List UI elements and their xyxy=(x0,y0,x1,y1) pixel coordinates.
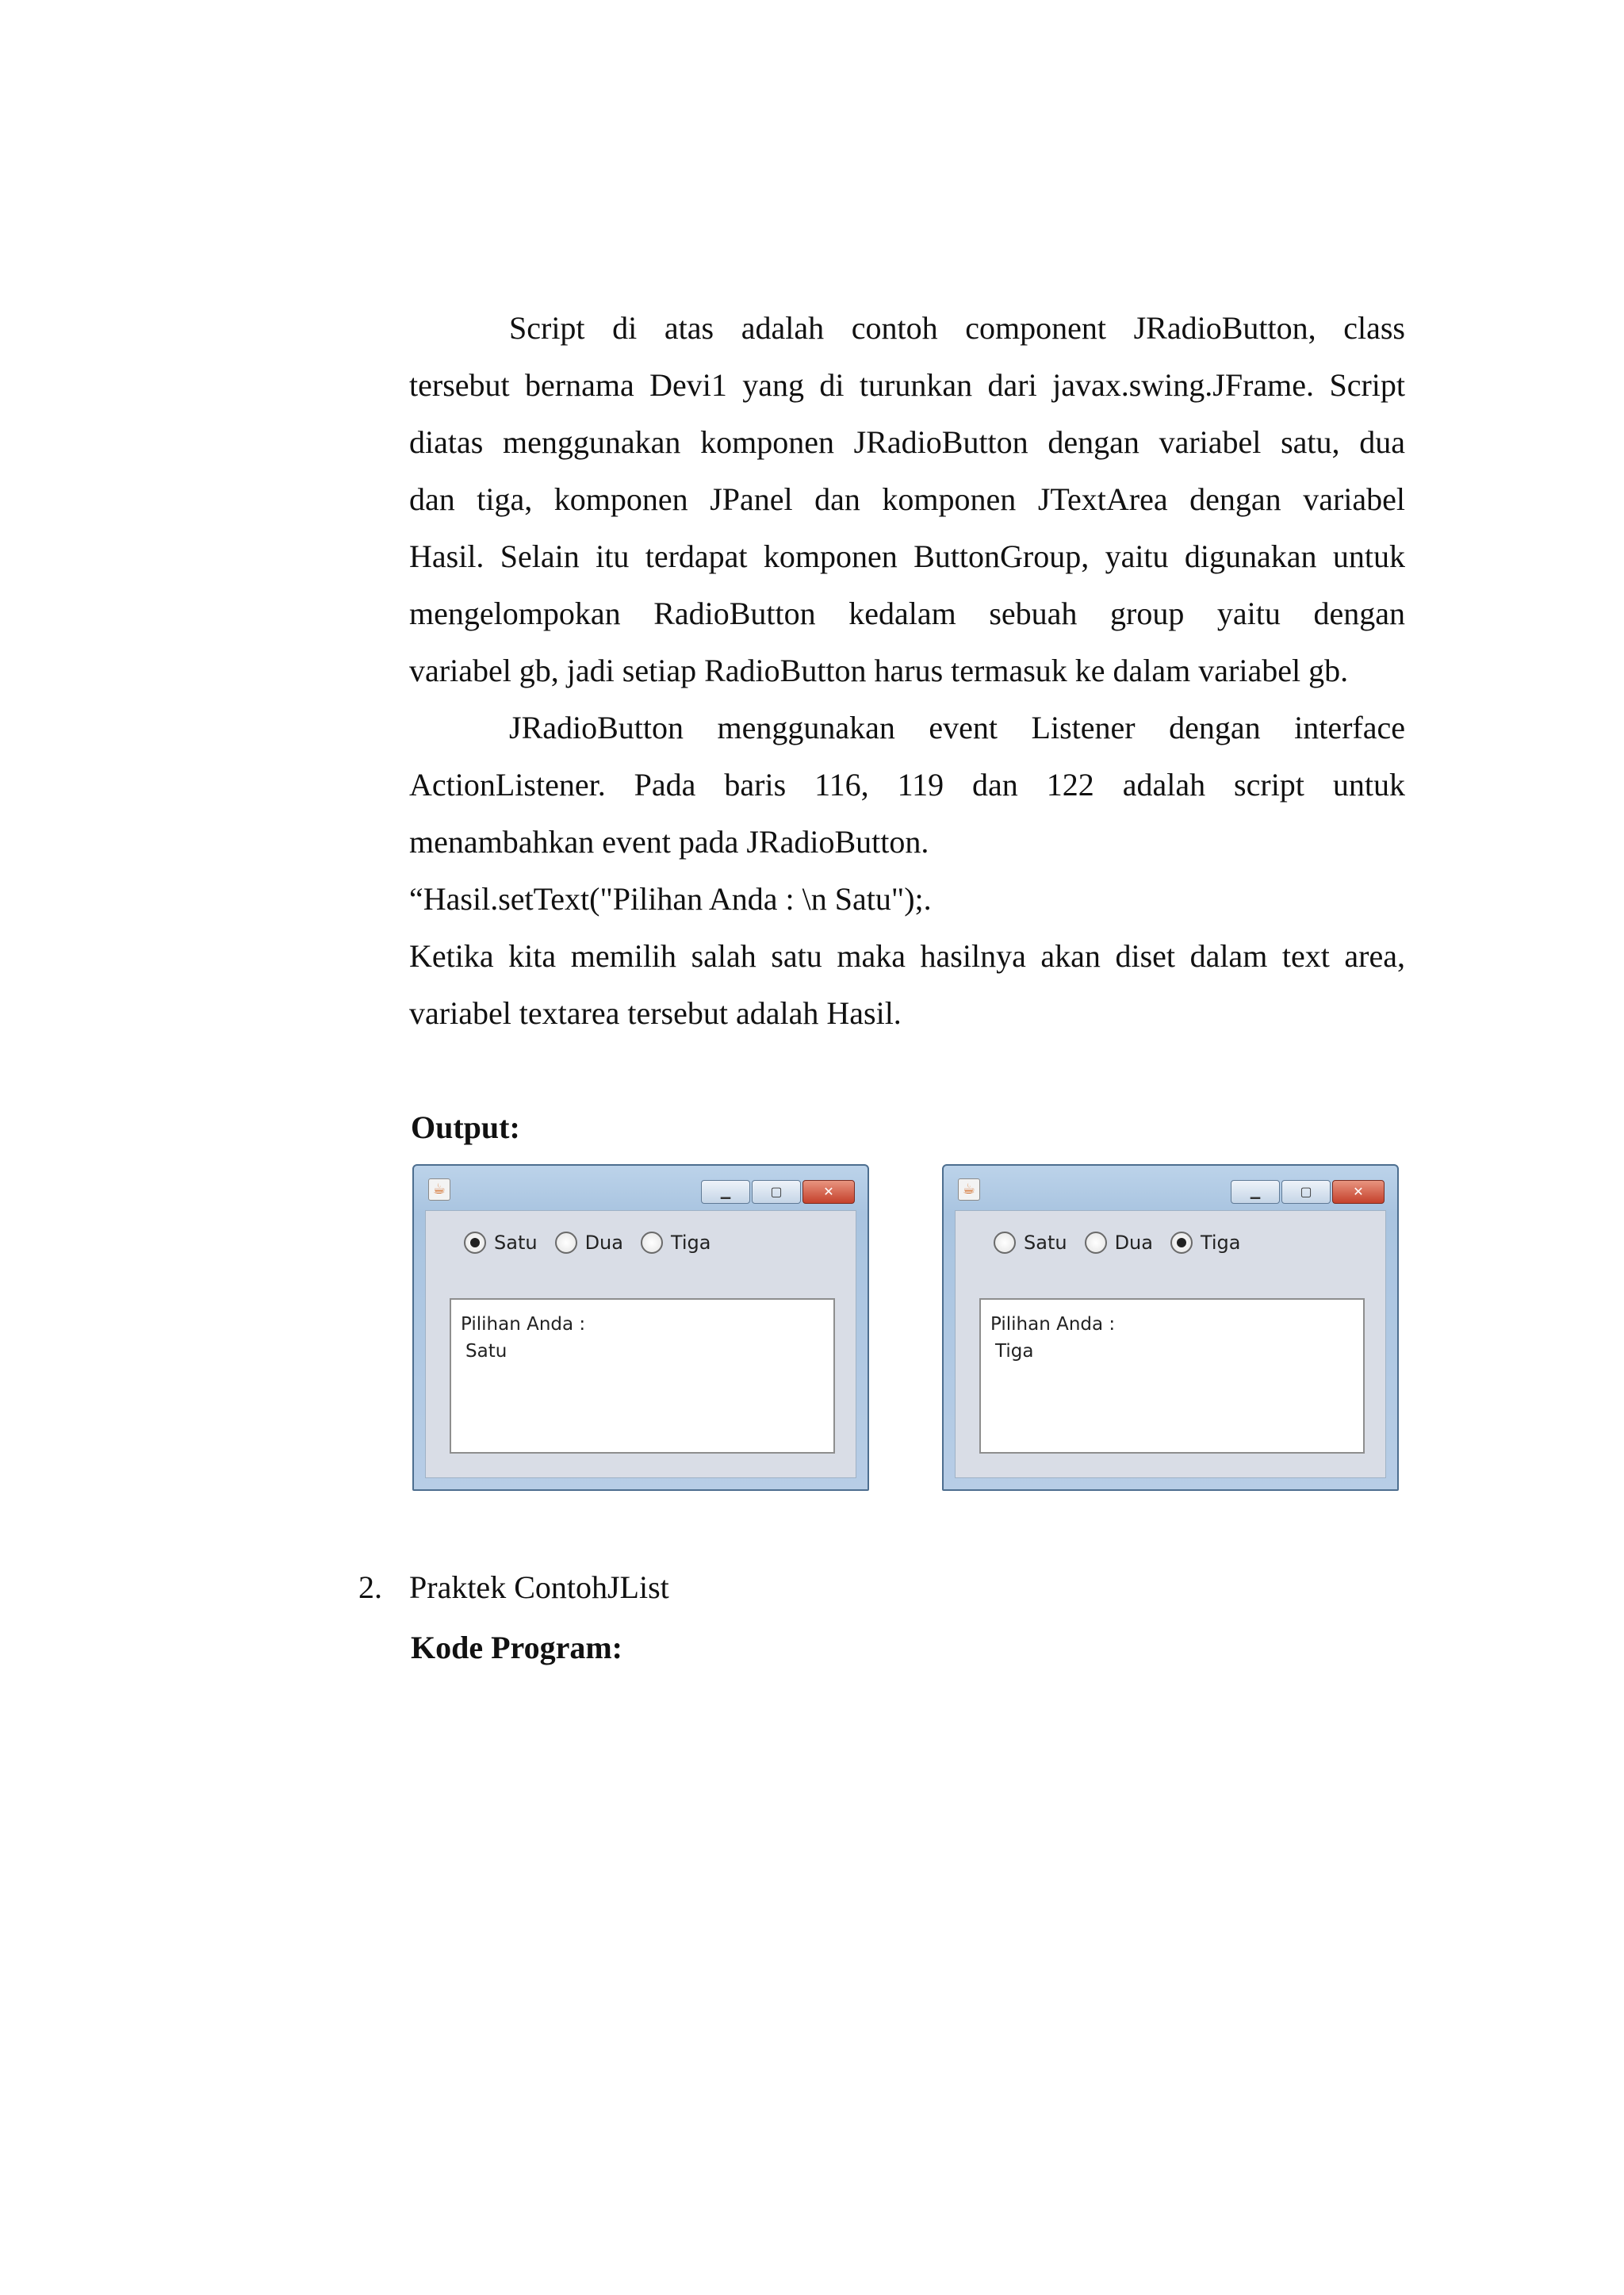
radio-unselected-icon[interactable] xyxy=(555,1232,577,1254)
radio-label: Dua xyxy=(584,1232,623,1254)
radio-tiga[interactable] xyxy=(641,1232,711,1254)
radio-selected-icon[interactable] xyxy=(464,1232,486,1254)
close-button[interactable]: ✕ xyxy=(1332,1180,1385,1204)
minimize-button[interactable]: ▁ xyxy=(701,1180,750,1204)
paragraph-line: tersebut bernama Devi1 yang di turunkan dari javax.swing.JFrame. Script xyxy=(409,367,1405,403)
radio-unselected-icon[interactable] xyxy=(994,1232,1016,1254)
paragraph-line: variabel gb, jadi setiap RadioButton harus termasuk ke dalam variabel gb. xyxy=(409,653,1349,688)
radio-selected-icon[interactable] xyxy=(1170,1232,1193,1254)
java-app-icon[interactable]: ☕ xyxy=(958,1178,980,1201)
textarea-line-1: Pilihan Anda : xyxy=(990,1314,1116,1335)
result-textarea[interactable] xyxy=(450,1298,835,1454)
maximize-button[interactable]: ▢ xyxy=(752,1180,801,1204)
radio-unselected-icon[interactable] xyxy=(641,1232,663,1254)
paragraph-line: ActionListener. Pada baris 116, 119 dan 122 adalah script untuk xyxy=(409,767,1405,803)
radio-dua[interactable] xyxy=(555,1232,623,1254)
java-window-satu xyxy=(412,1164,869,1491)
window-titlebar[interactable] xyxy=(414,1166,868,1201)
maximize-button[interactable]: ▢ xyxy=(1281,1180,1331,1204)
paragraph-line: diatas menggunakan komponen JRadioButton dengan variabel satu, dua xyxy=(409,424,1405,460)
window-controls xyxy=(699,1180,855,1204)
java-window-tiga xyxy=(942,1164,1399,1491)
paragraph-3 xyxy=(409,928,1405,1042)
radio-group xyxy=(464,1232,729,1254)
close-button[interactable]: ✕ xyxy=(802,1180,855,1204)
list-item-title: Praktek ContohJList xyxy=(409,1569,669,1605)
result-textarea[interactable] xyxy=(979,1298,1365,1454)
paragraph-line: mengelompokan RadioButton kedalam sebuah group yaitu dengan xyxy=(409,596,1405,631)
paragraph-line: JRadioButton menggunakan event Listener dengan interface xyxy=(509,710,1405,745)
list-item-number: 2. xyxy=(358,1569,382,1605)
radio-dua[interactable] xyxy=(1085,1232,1153,1254)
radio-label: Satu xyxy=(494,1232,538,1254)
window-controls xyxy=(1229,1180,1385,1204)
radio-tiga[interactable] xyxy=(1170,1232,1241,1254)
radio-group xyxy=(994,1232,1258,1254)
paragraph-2 xyxy=(409,699,1405,871)
paragraph-1 xyxy=(409,300,1405,699)
paragraph-line: menambahkan event pada JRadioButton. xyxy=(409,824,929,860)
textarea-line-2: Satu xyxy=(465,1341,508,1362)
textarea-line-1: Pilihan Anda : xyxy=(461,1314,586,1335)
kode-program-heading: Kode Program: xyxy=(411,1630,622,1665)
java-app-icon[interactable]: ☕ xyxy=(428,1178,450,1201)
paragraph-line: Script di atas adalah contoh component JRadioButton, class xyxy=(509,310,1405,346)
output-heading: Output: xyxy=(411,1109,520,1145)
radio-unselected-icon[interactable] xyxy=(1085,1232,1107,1254)
paragraph-line: Ketika kita memilih salah satu maka hasilnya akan diset dalam text area, xyxy=(409,938,1405,974)
minimize-button[interactable]: ▁ xyxy=(1231,1180,1280,1204)
window-titlebar[interactable] xyxy=(944,1166,1397,1201)
window-client-area xyxy=(425,1210,856,1478)
radio-label: Tiga xyxy=(670,1232,711,1254)
radio-satu[interactable] xyxy=(464,1232,538,1254)
radio-satu[interactable] xyxy=(994,1232,1067,1254)
paragraph-line: Hasil. Selain itu terdapat komponen ButtonGroup, yaitu digunakan untuk xyxy=(409,538,1405,574)
paragraph-line: dan tiga, komponen JPanel dan komponen JTextArea dengan variabel xyxy=(409,481,1405,517)
code-snippet-line: “Hasil.setText("Pilihan Anda : \n Satu");. xyxy=(409,881,932,917)
radio-label: Satu xyxy=(1024,1232,1067,1254)
textarea-line-2: Tiga xyxy=(995,1341,1034,1362)
paragraph-line: variabel textarea tersebut adalah Hasil. xyxy=(409,995,902,1031)
radio-label: Tiga xyxy=(1200,1232,1241,1254)
window-client-area xyxy=(955,1210,1386,1478)
radio-label: Dua xyxy=(1114,1232,1153,1254)
